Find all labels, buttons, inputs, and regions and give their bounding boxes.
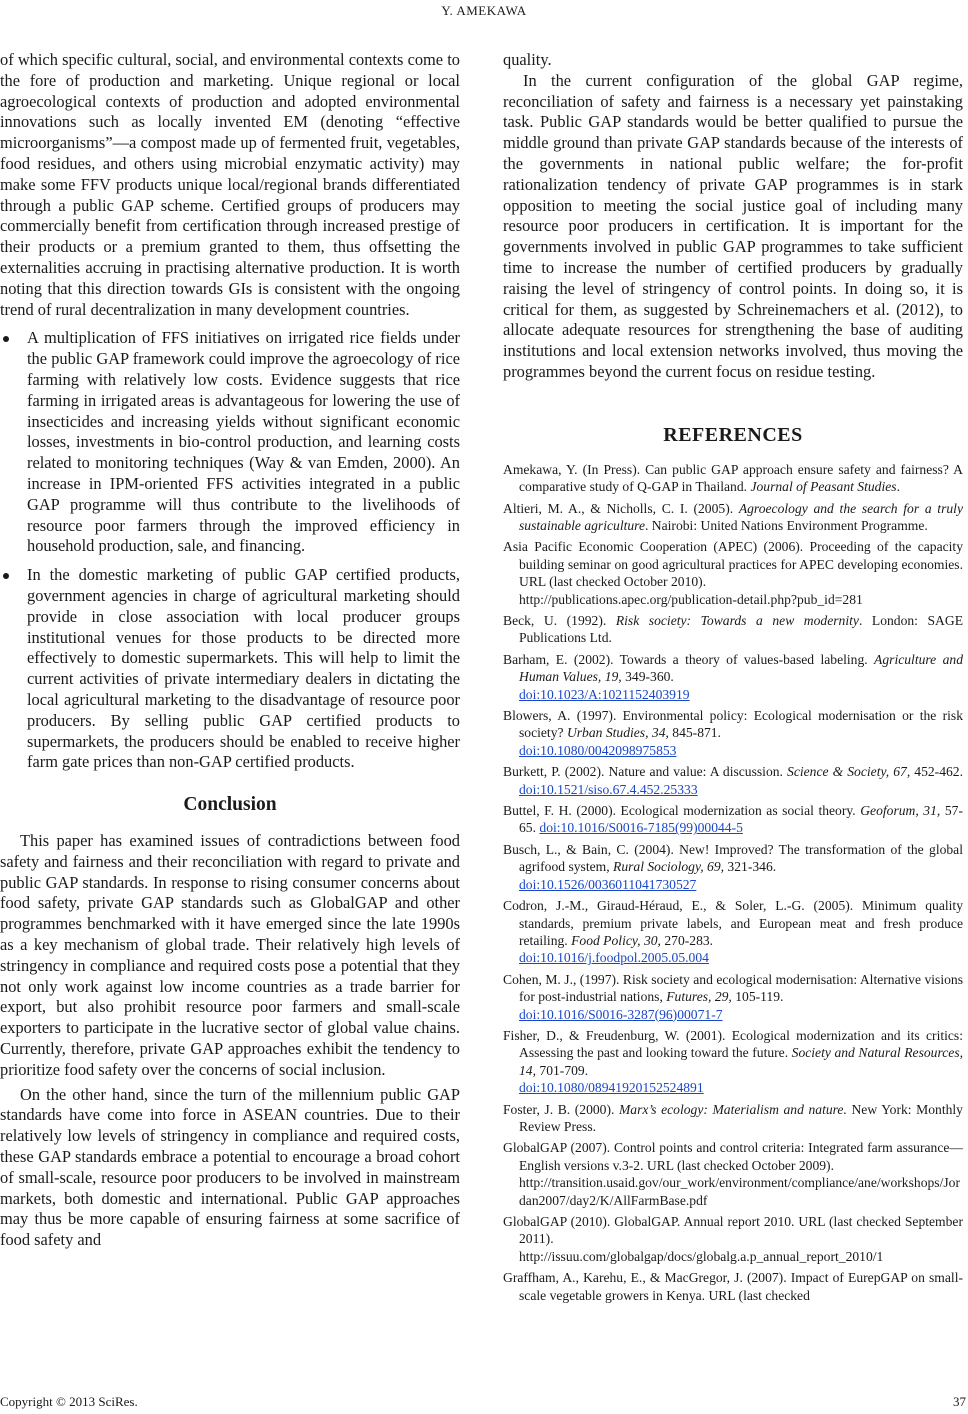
reference-url: http://transition.usaid.gov/our_work/environment/compliance/ane/workshops/Jordan2007/day2/K/AllFarmBase.pdf — [519, 1175, 960, 1208]
reference-pages: 321-346. — [724, 859, 777, 875]
reference-source: Urban Studies, 34, — [566, 725, 669, 741]
reference-item — [503, 500, 963, 535]
doi-link[interactable]: doi:10.1521/siso.67.4.452.25333 — [519, 781, 698, 797]
reference-text: Codron, J.-M., Giraud-Héraud, E., & Soler, L.-G. (2005). Minimum quality standards, premium private labels, and European meat and fresh produce retailing. — [503, 898, 963, 948]
reference-source: Food Policy, 30, — [571, 932, 661, 948]
bullet-list — [0, 328, 460, 773]
reference-item — [503, 1269, 963, 1304]
reference-text: Burkett, P. (2002). Nature and value: A discussion. — [503, 764, 788, 780]
reference-text: GlobalGAP (2007). Control points and control criteria: Integrated farm assurance—English versions v.3-2. URL (last checked October 2009). — [503, 1140, 963, 1173]
doi-link[interactable]: doi:10.1016/S0016-7185(99)00044-5 — [539, 820, 743, 836]
reference-item — [503, 707, 963, 759]
reference-item — [503, 612, 963, 647]
reference-item — [503, 1101, 963, 1136]
reference-pages: 57-65. — [519, 803, 963, 836]
reference-text: Barham, E. (2002). Towards a theory of values-based labeling. — [503, 651, 875, 667]
page-number: 37 — [953, 1394, 966, 1409]
bullet-text: A multiplication of FFS initiatives on irrigated rice fields under the public GAP framework could improve the agroecology of rice farming with relatively low costs. Evidence suggests that rice farming in irrigated areas is advantageous for lowering the use of insecticides and increasing yields without significant economic losses, investments in bio-control production, and learning costs related to monitoring techniques (Way & van Emden, 2000). An increase in IPM-oriented FFS activities integrated in a public GAP programme will thus contribute to the livelihoods of resource poor farmers through the improved efficiency in household production, sale, and financing. — [27, 328, 460, 556]
body-paragraph: In the current configuration of the global GAP regime, reconciliation of safety and fairness is a necessary yet painstaking task. Public GAP standards would be better qualified to pursue the middle ground than private GAP standards because of the interests of the governments in national public welfare; the for-profit rationalization tendency of private GAP programmes is in stark opposition to meeting the social justice goal of including many resource poor producers in certification. It is important for the governments involved in public GAP programmes to take sufficient time to increase the number of certified producers by gradually raising the level of stringency of control points. In doing so, it is critical for them, as suggested by Schreinemachers et al. (2012), to allocate adequate resources for strengthening the base of auditing institutions and local extension networks involved, thus moving the programmes beyond the current focus on residue testing. — [503, 70, 963, 381]
reference-source: Society and Natural Resources, 14, — [519, 1045, 964, 1078]
reference-source: Risk society: Towards a new modernity — [615, 613, 859, 628]
reference-pages: 270-283. — [660, 932, 714, 948]
references-heading: REFERENCES — [663, 423, 803, 446]
reference-text: Foster, J. B. (2000). — [503, 1101, 619, 1117]
right-column — [503, 50, 963, 1308]
reference-pages: 845-871. — [668, 725, 721, 741]
reference-text: Busch, L., & Bain, C. (2004). New! Improved? The transformation of the global agrifood system, — [503, 841, 963, 875]
conclusion-heading: Conclusion — [183, 794, 277, 816]
reference-source: Marx’s ecology: Materialism and nature. — [618, 1101, 847, 1117]
reference-source: Rural Sociology, 69, — [613, 859, 725, 875]
doi-link[interactable]: doi:10.1016/S0016-3287(96)00071-7 — [519, 1006, 723, 1022]
left-column — [0, 50, 460, 1251]
doi-link[interactable]: doi:10.1023/A:1021152403919 — [519, 686, 690, 702]
reference-item — [503, 1213, 963, 1265]
reference-pages: 452-462. — [910, 764, 963, 780]
reference-pages: 701-709. — [536, 1062, 589, 1078]
doi-link[interactable]: doi:10.1080/0042098975853 — [519, 742, 677, 758]
reference-source: Science & Society, 67, — [787, 764, 911, 780]
doi-link[interactable]: doi:10.1080/08941920152524891 — [519, 1080, 704, 1096]
reference-item — [503, 461, 963, 496]
reference-item — [503, 841, 963, 893]
bullet-item — [0, 565, 460, 773]
reference-item — [503, 1139, 963, 1209]
reference-text: GlobalGAP (2010). GlobalGAP. Annual report 2010. URL (last checked September 2011). — [503, 1214, 963, 1247]
reference-text: Amekawa, Y. (In Press). Can public GAP approach ensure safety and fairness? A comparative study of Q-GAP in Thailand. — [503, 461, 963, 495]
reference-pages: . Nairobi: United Nations Environment Programme. — [645, 517, 928, 533]
reference-text: Cohen, M. J., (1997). Risk society and ecological modernisation: Alternative visions for post-industrial nations, — [503, 971, 963, 1005]
reference-item — [503, 538, 963, 608]
continued-text: quality. — [503, 50, 552, 69]
reference-pages: 105-119. — [731, 989, 784, 1005]
reference-item — [503, 1027, 963, 1097]
reference-text: Graffham, A., Karehu, E., & MacGregor, J. (2007). Impact of EurepGAP on small-scale vegetable growers in Kenya. URL (last checked — [503, 1270, 963, 1303]
reference-item — [503, 651, 963, 703]
doi-link[interactable]: doi:10.1526/0036011041730527 — [519, 876, 697, 892]
reference-source: Geoforum, 31, — [860, 803, 941, 819]
intro-paragraph: of which specific cultural, social, and environmental contexts come to the fore of production and marketing. Unique regional or local agroecological contexts of production and adopted environmental innovations such as locally invented EM (denoting “effective microorganisms”—a compost made up of fermented fruit, vegetables, food residues, and others using microbial enzymatic activity) may make some FFV products unique local/regional brands differentiated through a public GAP scheme. Certified groups of producers may commercially benefit from certification through increased prestige of their products or a premium granted to them, thus offsetting the externalities accruing in practising alternative production. It is worth noting that this direction towards GIs is consistent with the ongoing trend of rural decentralization in many development countries. — [0, 50, 460, 319]
bullet-dot-icon — [3, 336, 9, 342]
reference-item — [503, 802, 963, 837]
doi-link[interactable]: doi:10.1016/j.foodpol.2005.05.004 — [519, 950, 709, 966]
reference-text: Fisher, D., & Freudenburg, W. (2001). Ecological modernization and its critics: Assessing the past and looking toward the future. — [503, 1027, 963, 1061]
reference-item — [503, 763, 963, 798]
reference-url: http://issuu.com/globalgap/docs/globalg.a.p_annual_report_2010/1 — [519, 1248, 884, 1264]
reference-text: Asia Pacific Economic Cooperation (APEC) (2006). Proceeding of the capacity building seminar on good agricultural practices for APEC developing economies. URL (last checked October 2010). — [503, 539, 963, 590]
bullet-dot-icon — [3, 573, 9, 579]
reference-item — [503, 971, 963, 1023]
reference-source: Journal of Peasant Studies — [750, 479, 897, 495]
references-list — [503, 461, 963, 1304]
bullet-text: In the domestic marketing of public GAP certified products, government agencies in charge of agricultural marketing should provide in close association with local producer groups institutional venues for those products to be directed more effectively to domestic supermarkets. This will help to limit the current activities of private intermediary dealers in dictating the local agricultural marketing to the disadvantage of resource poor producers. By selling public GAP certified products to supermarkets, the producers should be enabled to receive higher farm gate prices than non-GAP certified products. — [27, 565, 460, 772]
reference-pages: 349-360. — [621, 669, 674, 685]
reference-pages: . — [896, 479, 900, 495]
running-head: Y. AMEKAWA — [441, 3, 527, 18]
reference-source: Futures, 29, — [666, 989, 732, 1005]
reference-pages: . London: SAGE Publications Ltd. — [519, 613, 963, 646]
bullet-item — [0, 328, 460, 557]
reference-url: http://publications.apec.org/publication-detail.php?pub_id=281 — [519, 591, 863, 607]
copyright-footer: Copyright © 2013 SciRes. — [0, 1394, 138, 1409]
reference-text: Beck, U. (1992). — [503, 613, 616, 628]
reference-pages: New York: Monthly Review Press. — [519, 1101, 963, 1134]
reference-source: Agriculture and Human Values, 19, — [519, 651, 963, 685]
reference-item — [503, 897, 963, 967]
conclusion-paragraph: On the other hand, since the turn of the millennium public GAP standards have come into force in ASEAN countries. Due to their relatively low levels of stringency in compliance and required costs, these GAP standards embrace a potential to encourage a broad cohort of small-scale, resource poor producers to be involved in mainstream markets, both domestic and international. Public GAP approaches may thus be more capable of ensuring fairness at some sacrifice of food safety and — [0, 1084, 460, 1250]
reference-text: Blowers, A. (1997). Environmental policy: Ecological modernisation or the risk society? — [503, 708, 963, 741]
reference-text: Buttel, F. H. (2000). Ecological modernization as social theory. — [503, 803, 861, 819]
reference-text: Altieri, M. A., & Nicholls, C. I. (2005). — [503, 500, 739, 516]
reference-source: Agroecology and the search for a truly sustainable agriculture — [519, 500, 963, 533]
conclusion-paragraph: This paper has examined issues of contradictions between food safety and fairness and their reconciliation with regard to private and public GAP standards. In response to rising consumer concerns about food safety, private GAP standards such as GlobalGAP and other programmes benchmarked with it have emerged since the late 1990s as a key mechanism of global trade. Their relatively high levels of stringency in compliance and required costs pose a potential that they not only work against low income countries as a trade barrier for export, but also prohibit resource poor farmers and small-scale exporters to participate in the lucrative sector of global value chains. Currently, therefore, private GAP approaches exhibit the tendency to prioritize food safety over the concerns of social inclusion. — [0, 831, 460, 1079]
